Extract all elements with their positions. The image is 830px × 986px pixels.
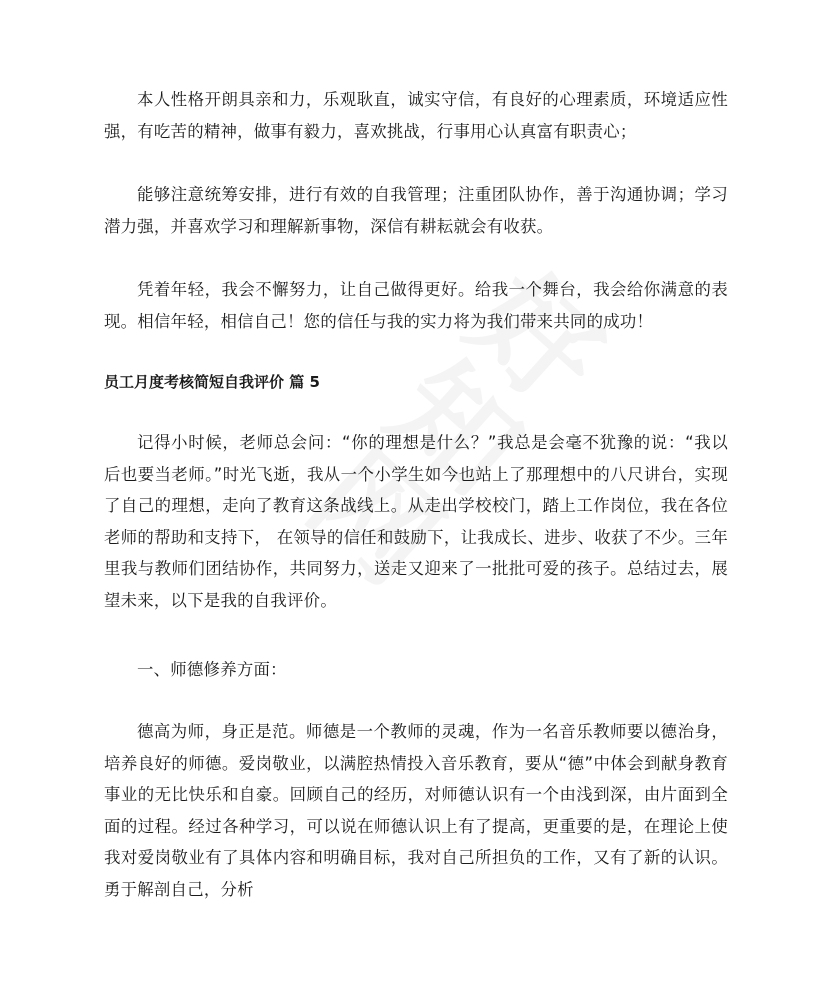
paragraph-youth: 凭着年轻，我会不懈努力，让自己做得更好。给我一个舞台，我会给你满意的表现。相信年轻，相信自己！您的信任与我的实力将为我们带来共同的成功！ xyxy=(104,280,728,331)
paragraph-ethics: 德高为师，身正是范。师德是一个教师的灵魂，作为一名音乐教师要以德治身，培养良好的师德。爱岗敬业，以满腔热情投入音乐教育，要从“德”中体会到献身教育事业的无比快乐和自豪。回顾自己的经历，对师德认识有一个由浅到深，由片面到全面的过程。经过各种学习，可以说在师德认识上有了提高，更重要的是，在理论上使我对爱岗敬业有了具体内容和明确目标，我对自己所担负的工作，又有了新的认识。勇于解剖自己，分析 xyxy=(104,722,728,899)
section-heading: 员工月度考核简短自我评价 篇 5 xyxy=(104,373,320,391)
paragraph-childhood: 记得小时候，老师总会问：“你的理想是什么？”我总是会毫不犹豫的说：“我以后也要当老师。”时光飞逝，我从一个小学生如今也站上了那理想中的八尺讲台，实现了自己的理想，走向了教育这条战线上。从走出学校校门，踏上工作岗位，我在各位老师的帮助和支持下， 在领导的信任和鼓励下，让我成长、进步、收获了不少。三年里我与教师们团结协作，共同努力，送走又迎来了一批批可爱的孩子。总结过去，展望未来，以下是我的自我评价。 xyxy=(104,433,728,610)
paragraph-personality: 本人性格开朗具亲和力，乐观耿直，诚实守信，有良好的心理素质，环境适应性强，有吃苦的精神，做事有毅力，喜欢挑战，行事用心认真富有职责心； xyxy=(104,90,728,141)
subheading-ethics: 一、师德修养方面： xyxy=(137,660,287,679)
paragraph-management: 能够注意统筹安排，进行有效的自我管理；注重团队协作，善于沟通协调；学习潜力强，并喜欢学习和理解新事物，深信有耕耘就会有收获。 xyxy=(104,185,728,236)
